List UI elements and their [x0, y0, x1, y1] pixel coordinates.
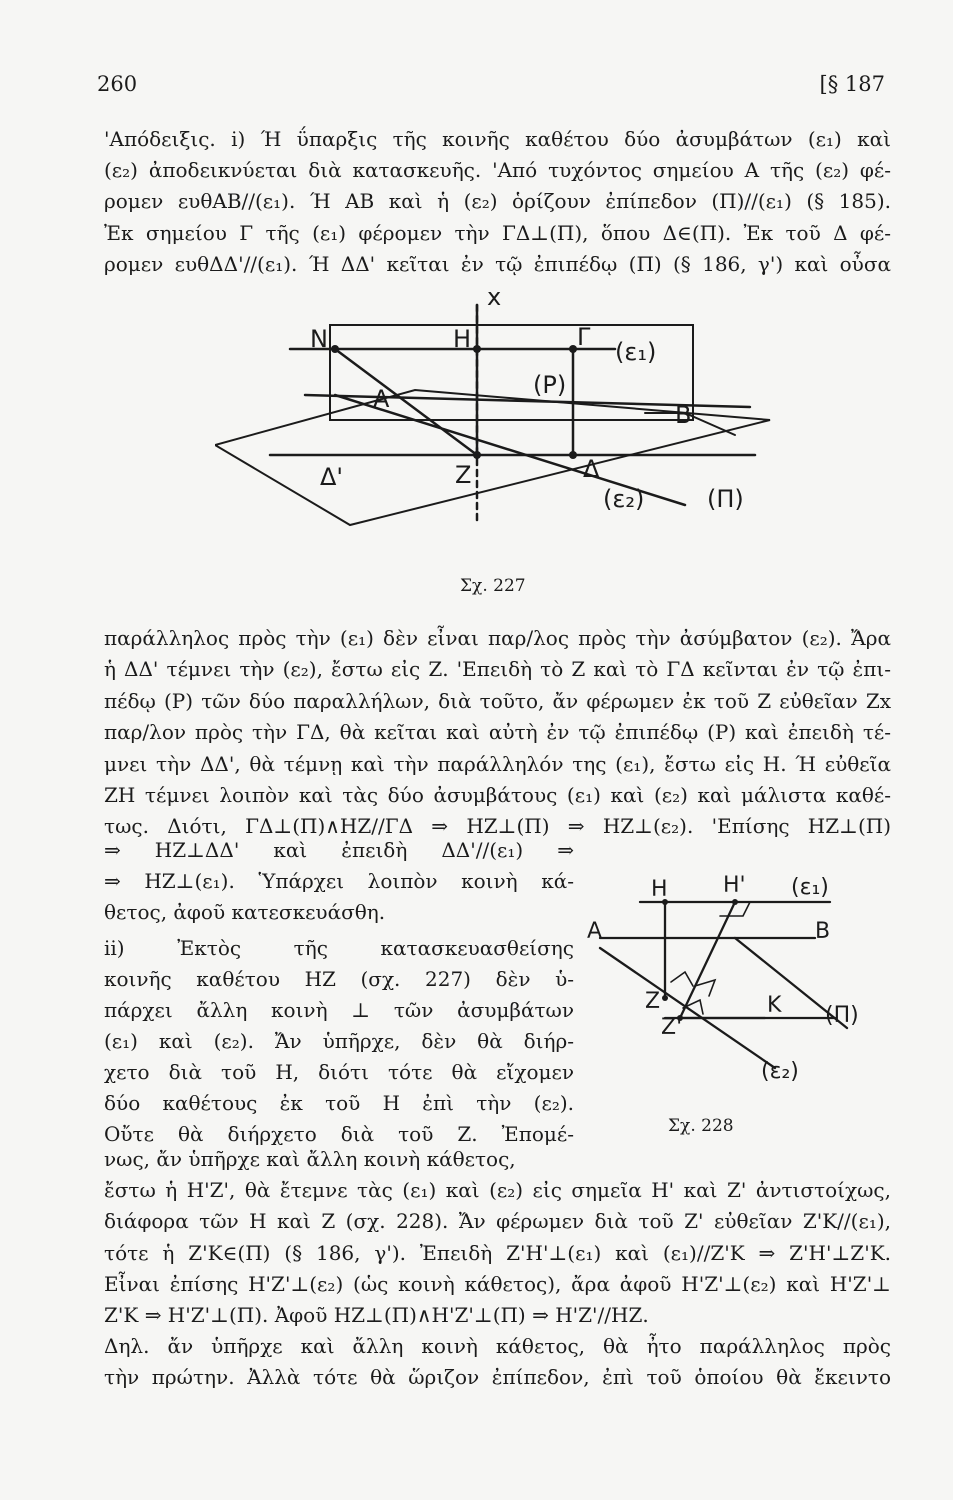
label-e1: (ε₁)	[791, 875, 829, 900]
label-k: Κ	[767, 993, 782, 1018]
text-line: διάφορα τῶν Η καὶ Ζ (σχ. 228). Ἄν φέρωμεν διὰ τοῦ Ζ' εὐθεῖαν Ζ'Κ//(ε₁),	[104, 1209, 891, 1233]
label-e2: (ε₂)	[761, 1059, 799, 1084]
text-line: ⇒ ΗΖ⊥ΔΔ' καὶ ἐπειδὴ ΔΔ'//(ε₁) ⇒	[104, 838, 574, 862]
text-line: ρομεν ευθΔΔ'//(ε₁). Ή ΔΔ' κεῖται ἐν τῷ ἐπιπέδῳ (Π) (§ 186, γ') καὶ οὖσα	[104, 252, 891, 276]
text-line: μνει τὴν ΔΔ', θὰ τέμνῃ καὶ τὴν παράλληλόν της (ε₁), ἔστω εἰς Η. Ή εὐθεῖα	[104, 752, 891, 776]
line-e2	[600, 948, 775, 1068]
label-e1: (ε₁)	[615, 338, 657, 366]
label-a: Α	[587, 919, 603, 944]
figure-228-caption: Σχ. 228	[668, 1116, 734, 1136]
label-h-prime: Η'	[723, 873, 746, 898]
figure-227	[215, 285, 785, 545]
label-d-prime: Δ'	[320, 463, 344, 491]
text-line: ⇒ ΗΖ⊥(ε₁). Ὑπάρχει λοιπὸν κοινὴ κά-	[104, 869, 574, 893]
text-line: θετος, ἀφοῦ κατεσκευάσθη.	[104, 900, 386, 924]
label-x: x	[487, 285, 502, 311]
line-hz-prime	[680, 902, 735, 1018]
text-line: τως. Διότι, ΓΔ⊥(Π)∧ΗΖ//ΓΔ ⇒ ΗΖ⊥(Π) ⇒ ΗΖ⊥(ε₂). 'Επίσης ΗΖ⊥(Π)	[104, 814, 891, 838]
label-z: Ζ	[645, 989, 661, 1014]
figure-227-caption: Σχ. 227	[460, 576, 526, 596]
label-pi: (Π)	[707, 485, 744, 513]
text-line: κοινῆς καθέτου ΗΖ (σχ. 227) δὲν ὑ-	[104, 967, 574, 991]
label-h: Η	[453, 325, 472, 353]
label-d: Δ	[583, 455, 600, 483]
label-pi: (Π)	[825, 1003, 859, 1028]
text-line: ΖΗ τέμνει λοιπὸν καὶ τὰς δύο ἀσυμβάτους (ε₁) καὶ (ε₂) καὶ μάλιστα καθέ-	[104, 783, 891, 807]
label-b: Β	[815, 919, 831, 944]
label-z: Ζ	[455, 461, 472, 489]
text-line: δύο καθέτους ἐκ τοῦ Η ἐπὶ τὴν (ε₂).	[104, 1091, 574, 1115]
text-line: ἔστω ἡ Η'Ζ', θὰ ἔτεμνε τὰς (ε₁) καὶ (ε₂) εἰς σημεῖα Η' καὶ Ζ' ἀντιστοίχως,	[104, 1178, 891, 1202]
text-line: παρ/λον πρὸς τὴν ΓΔ, θὰ κεῖται καὶ αὐτὴ ἐν τῷ ἐπιπέδῳ (Ρ) καὶ ἐπειδὴ τέ-	[104, 720, 891, 744]
page-number: 260	[97, 72, 138, 96]
text-line: τὴν πρώτην. Ἀλλὰ τότε θὰ ὥριζον ἐπίπεδον, ἐπὶ τοῦ ὁποίου θὰ ἔκειντο	[104, 1365, 891, 1389]
label-g: Γ	[577, 323, 591, 351]
label-e2: (ε₂)	[603, 485, 645, 513]
text-line: νως, ἄν ὑπῆρχε καὶ ἄλλη κοινὴ κάθετος,	[104, 1147, 516, 1171]
text-line: (ε₁) καὶ (ε₂). Ἄν ὑπῆρχε, δὲν θὰ διήρ-	[104, 1029, 574, 1053]
text-line: Εἶναι ἐπίσης Η'Ζ'⊥(ε₂) (ὡς κοινὴ κάθετος), ἄρα ἀφοῦ Η'Ζ'⊥(ε₂) καὶ Η'Ζ'⊥	[104, 1272, 891, 1296]
text-line: χετο διὰ τοῦ Η, διότι τότε θὰ εἴχομεν	[104, 1060, 574, 1084]
text-line: 'Απόδειξις. i) Ή ΰπαρξις τῆς κοινῆς καθέτου δύο ἀσυμβάτων (ε₁) καὶ	[104, 127, 891, 151]
label-z-prime: Ζ'	[661, 1015, 683, 1040]
label-p: (Ρ)	[533, 371, 567, 399]
text-line: Δηλ. ἄν ὑπῆρχε καὶ ἄλλη κοινὴ κάθετος, θὰ ἦτο παράλληλος πρὸς	[104, 1334, 891, 1358]
text-line: Ἐκ σημείου Γ τῆς (ε₁) φέρομεν τὴν ΓΔ⊥(Π), ὅπου Δ∈(Π). Ἐκ τοῦ Δ φέ-	[104, 221, 891, 245]
text-line: παράλληλος πρὸς τὴν (ε₁) δὲν εἶναι παρ/λος πρὸς τὴν ἀσύμβατον (ε₂). Ἄρα	[104, 626, 891, 650]
figure-228	[585, 868, 870, 1093]
label-a: Α	[373, 385, 390, 413]
text-line: πέδῳ (Ρ) τῶν δύο παραλλήλων, διὰ τοῦτο, ἄν φέρωμεν ἐκ τοῦ Ζ εὐθεῖαν Ζx	[104, 689, 891, 713]
label-h: Η	[651, 877, 668, 902]
label-b: Β	[675, 401, 692, 429]
text-line: ρομεν ευθΑΒ//(ε₁). Ή ΑΒ καὶ ἡ (ε₂) ὁρίζουν ἐπίπεδον (Π)//(ε₁) (§ 185).	[104, 189, 891, 213]
text-line: ἡ ΔΔ' τέμνει τὴν (ε₂), ἔστω εἰς Ζ. 'Επειδὴ τὸ Ζ καὶ τὸ ΓΔ κεῖνται ἐν τῷ ἐπι-	[104, 657, 891, 681]
section-reference: [§ 187	[819, 72, 885, 96]
label-n: Ν	[310, 325, 328, 353]
text-line: πάρχει ἄλλη κοινὴ ⊥ τῶν ἀσυμβάτων	[104, 998, 574, 1022]
text-line: τότε ἡ Ζ'Κ∈(Π) (§ 186, γ'). Ἐπειδὴ Ζ'Η'⊥(ε₁) καὶ (ε₁)//Ζ'Κ ⇒ Ζ'Η'⊥Ζ'Κ.	[104, 1241, 891, 1265]
text-line: (ε₂) ἀποδεικνύεται διὰ κατασκευῆς. 'Από τυχόντος σημείου Α τῆς (ε₂) φέ-	[104, 158, 891, 182]
text-line: ii) Ἐκτὸς τῆς κατασκευασθείσης	[104, 936, 574, 960]
text-line: Οὔτε θὰ διήρχετο διὰ τοῦ Ζ. Ἐπομέ-	[104, 1122, 574, 1146]
text-line: Ζ'Κ ⇒ Η'Ζ'⊥(Π). Ἀφοῦ ΗΖ⊥(Π)∧Η'Ζ'⊥(Π) ⇒ Η'Ζ'//ΗΖ.	[104, 1303, 649, 1327]
